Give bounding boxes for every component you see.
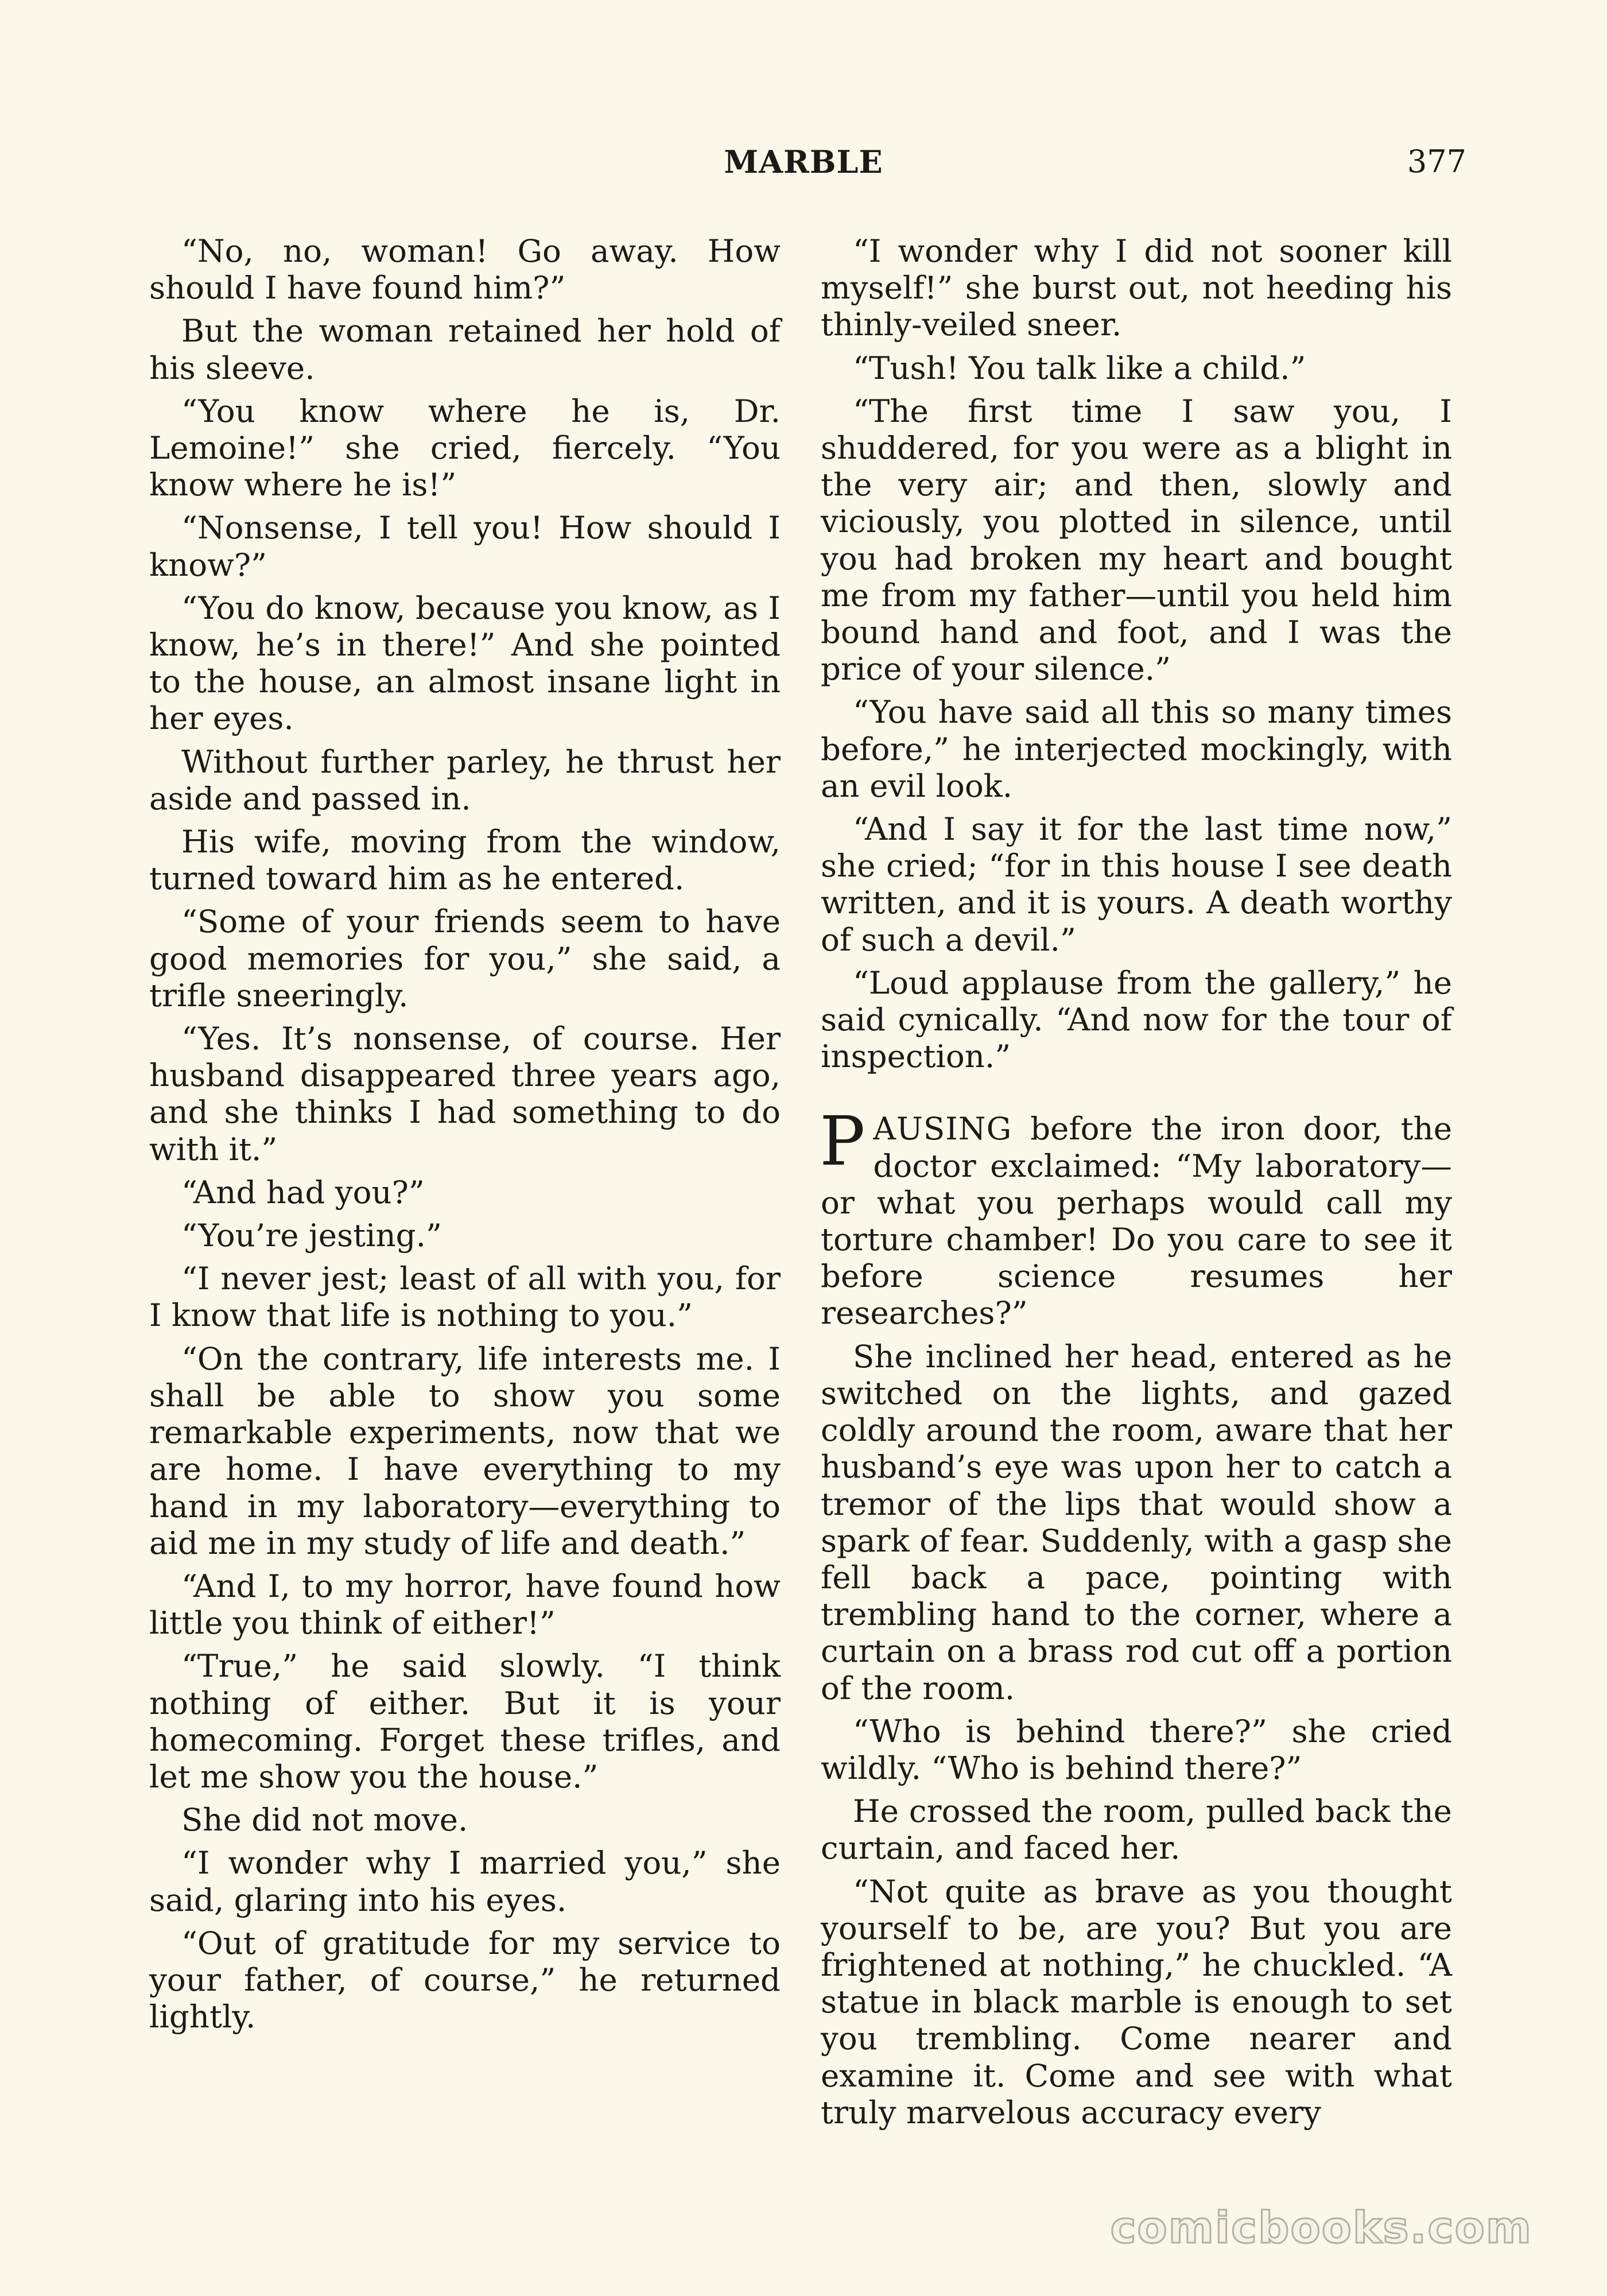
paragraph: “The first time I saw you, I shuddered, for you were as a blight in the very air; and then, slowly and viciously, you plotted in silence, until you had broken my heart and bought me from my father—until you held him bound hand and foot, and I was the price of your silence.” [821, 392, 1452, 688]
paragraph: But the woman retained her hold of his sleeve. [149, 312, 781, 386]
paragraph: “I wonder why I did not sooner kill myself!” she burst out, not heeding his thinly-veiled sneer. [821, 232, 1452, 343]
paragraph: “On the contrary, life interests me. I shall be able to show you some remarkable experiments, now that we are home. I have everything to my hand in my laboratory—everything to aid me in my study of life and death.” [149, 1340, 781, 1561]
left-column [149, 232, 781, 2041]
section-opening-paragraph [820, 1102, 1452, 1332]
watermark: comicbooks.com [1110, 2202, 1532, 2253]
paragraph: She did not move. [181, 1801, 468, 1839]
running-title: MARBLE [724, 144, 883, 180]
paragraph: “I never jest; least of all with you, for I know that life is nothing to you.” [149, 1260, 781, 1334]
paragraph: “Nonsense, I tell you! How should I know?” [149, 509, 781, 583]
paragraph: “Not quite as brave as you thought yourself to be, are you? But you are frightened at nothing,” he chuckled. “A statue in black marble is enough to set you trembling. Come nearer and examine it. Come and see with what truly marvelous accuracy every [821, 1872, 1452, 2131]
paragraph: “You know where he is, Dr. Lemoine!” she cried, fiercely. “You know where he is!” [149, 392, 781, 503]
paragraph: “Who is behind there?” she cried wildly. “Who is behind there?” [821, 1712, 1452, 1786]
paragraph: “Loud applause from the gallery,” he said cynically. “And now for the tour of inspection.” [821, 964, 1452, 1075]
paragraph: “No, no, woman! Go away. How should I have found him?” [149, 232, 781, 307]
paragraph: “You’re jesting.” [181, 1217, 442, 1254]
right-column [821, 232, 1452, 2137]
paragraph: His wife, moving from the window, turned toward him as he entered. [149, 823, 781, 897]
drop-cap: P [820, 1102, 865, 1181]
paragraph: Without further parley, he thrust her aside and passed in. [149, 743, 781, 817]
paragraph: “Tush! You talk like a child.” [853, 349, 1306, 386]
paragraph: “You have said all this so many times before,” he interjected mockingly, with an evil look. [821, 693, 1452, 804]
paragraph: “Some of your friends seem to have good memories for you,” she said, a trifle sneeringly. [149, 903, 781, 1014]
paragraph: “You do know, because you know, as I know, he’s in there!” And she pointed to the house, an almost insane light in her eyes. [149, 589, 781, 737]
page-number: 377 [1407, 144, 1466, 180]
opening-text: before the iron door, the doctor exclaimed: “My laboratory—or what you perhaps would call my torture chamber! Do you care to see it before science resumes her researches?” [821, 1110, 1452, 1332]
paragraph: “Yes. It’s nonsense, of course. Her husband disappeared three years ago, and she thinks I had something to do with it.” [149, 1020, 781, 1168]
paragraph: “And had you?” [181, 1173, 425, 1211]
paragraph: “Out of gratitude for my service to your father, of course,” he returned lightly. [149, 1924, 781, 2035]
paragraph: “And I say it for the last time now,” she cried; “for in this house I see death written, and it is yours. A death worthy of such a devil.” [821, 810, 1452, 958]
paragraph: He crossed the room, pulled back the curtain, and faced her. [821, 1793, 1452, 1867]
paragraph: “True,” he said slowly. “I think nothing of either. But it is your homecoming. Forget these trifles, and let me show you the house.” [149, 1647, 781, 1795]
paragraph: She inclined her head, entered as he switched on the lights, and gazed coldly around the room, aware that her husband’s eye was upon her to catch a tremor of the lips that would show a spark of fear. Suddenly, with a gasp she fell back a pace, pointing with trembling hand to the corner, where a curtain on a brass rod cut off a portion of the room. [821, 1337, 1452, 1707]
paragraph: “And I, to my horror, have found how little you think of either!” [149, 1567, 781, 1642]
paragraph: “I wonder why I married you,” she said, glaring into his eyes. [149, 1844, 781, 1918]
small-caps-lead: AUSING [873, 1110, 1012, 1147]
running-head [0, 144, 1607, 189]
